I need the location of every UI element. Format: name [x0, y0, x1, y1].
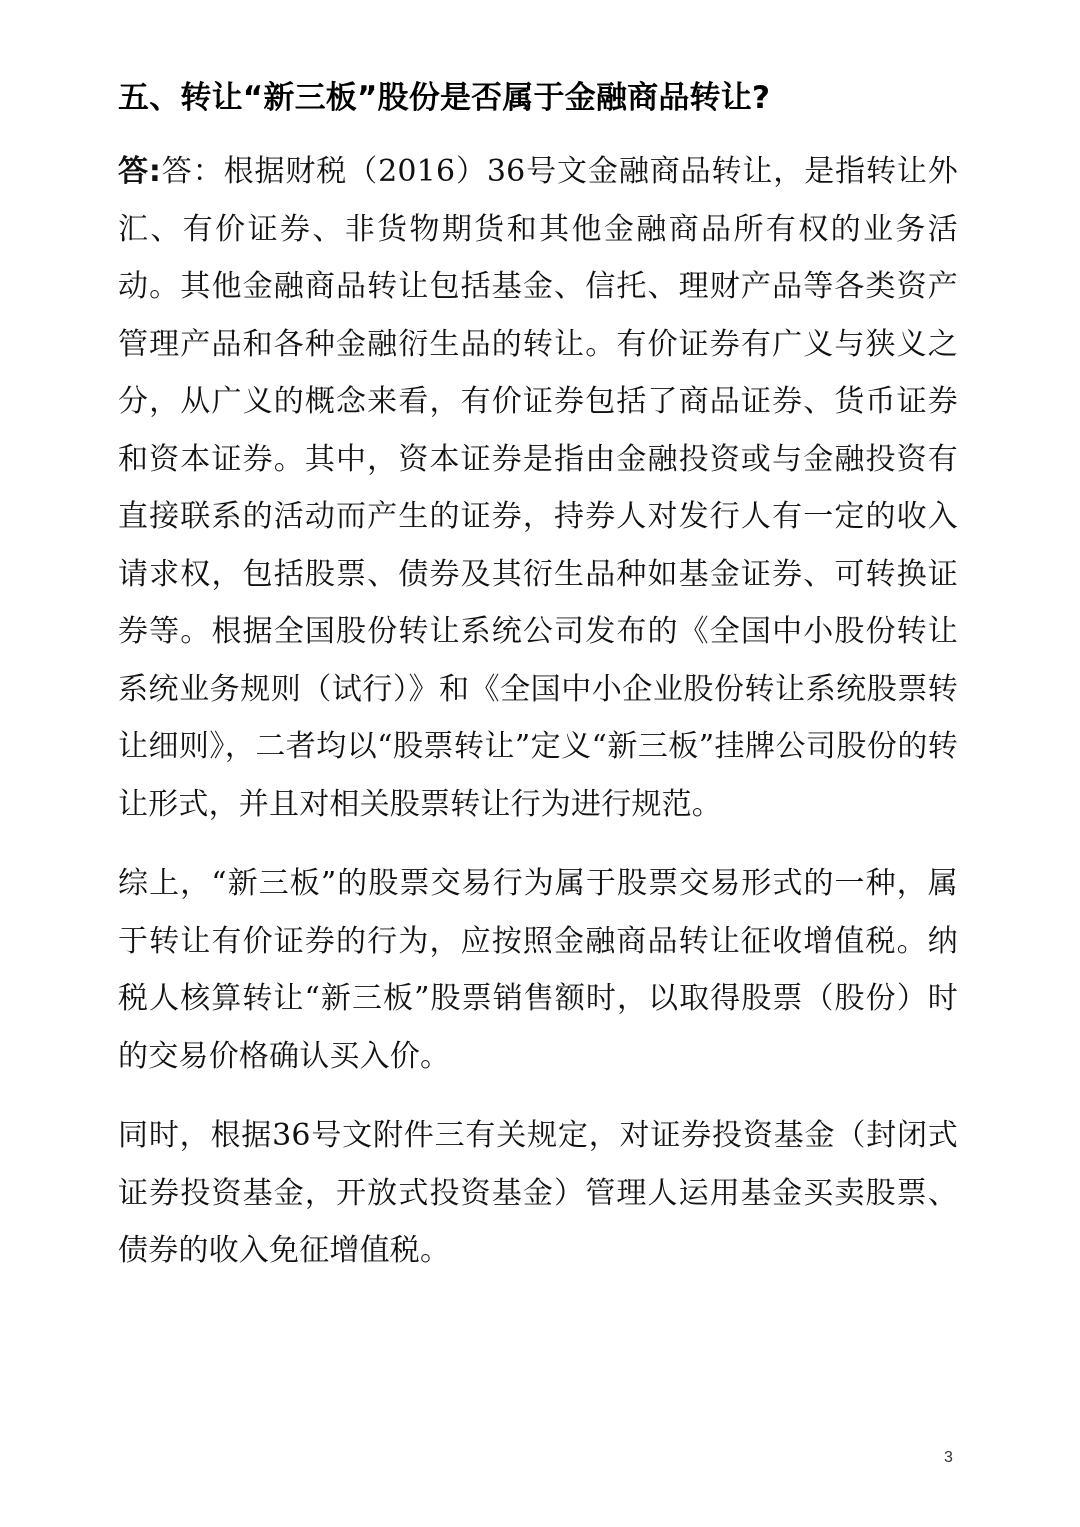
answer-text: 答：根据财税（2016）36号文金融商品转让，是指转让外汇、有价证券、非货物期货和其他金融商品所有权的业务活动。其他金融商品转让包括基金、信托、理财产品等各类资产管理产品和各种金融衍生品的转让。有价证券有广义与狭义之分，从广义的概念来看，有价证券包括了商品证券、货币证券和资本证券。其中，资本证券是指由金融投资或与金融投资有直接联系的活动而产生的证券，持券人对发行人有一定的收入请求权，包括股票、债券及其衍生品种如基金证券、可转换证券等。根据全国股份转让系统公司发布的《全国中小股份转让系统业务规则（试行）》和《全国中小企业股份转让系统股票转让细则》，二者均以“股票转让”定义“新三板”挂牌公司股份的转让形式，并且对相关股票转让行为进行规范。: [118, 154, 959, 822]
answer-label: 答:: [118, 154, 162, 189]
page-number: 3: [944, 1449, 953, 1466]
answer-paragraph: [118, 143, 958, 833]
exemption-paragraph: 同时，根据36号文附件三有关规定，对证券投资基金（封闭式证券投资基金，开放式投资基金）管理人运用基金买卖股票、债券的收入免征增值税。: [118, 1118, 958, 1268]
section-heading: 五、转让“新三板”股份是否属于金融商品转让?: [118, 80, 771, 116]
document-body: [118, 70, 958, 1302]
summary-paragraph: 综上，“新三板”的股票交易行为属于股票交易形式的一种，属于转让有价证券的行为，应按照金融商品转让征收增值税。纳税人核算转让“新三板”股票销售额时，以取得股票（股份）时的交易价格确认买入价。: [118, 866, 958, 1074]
